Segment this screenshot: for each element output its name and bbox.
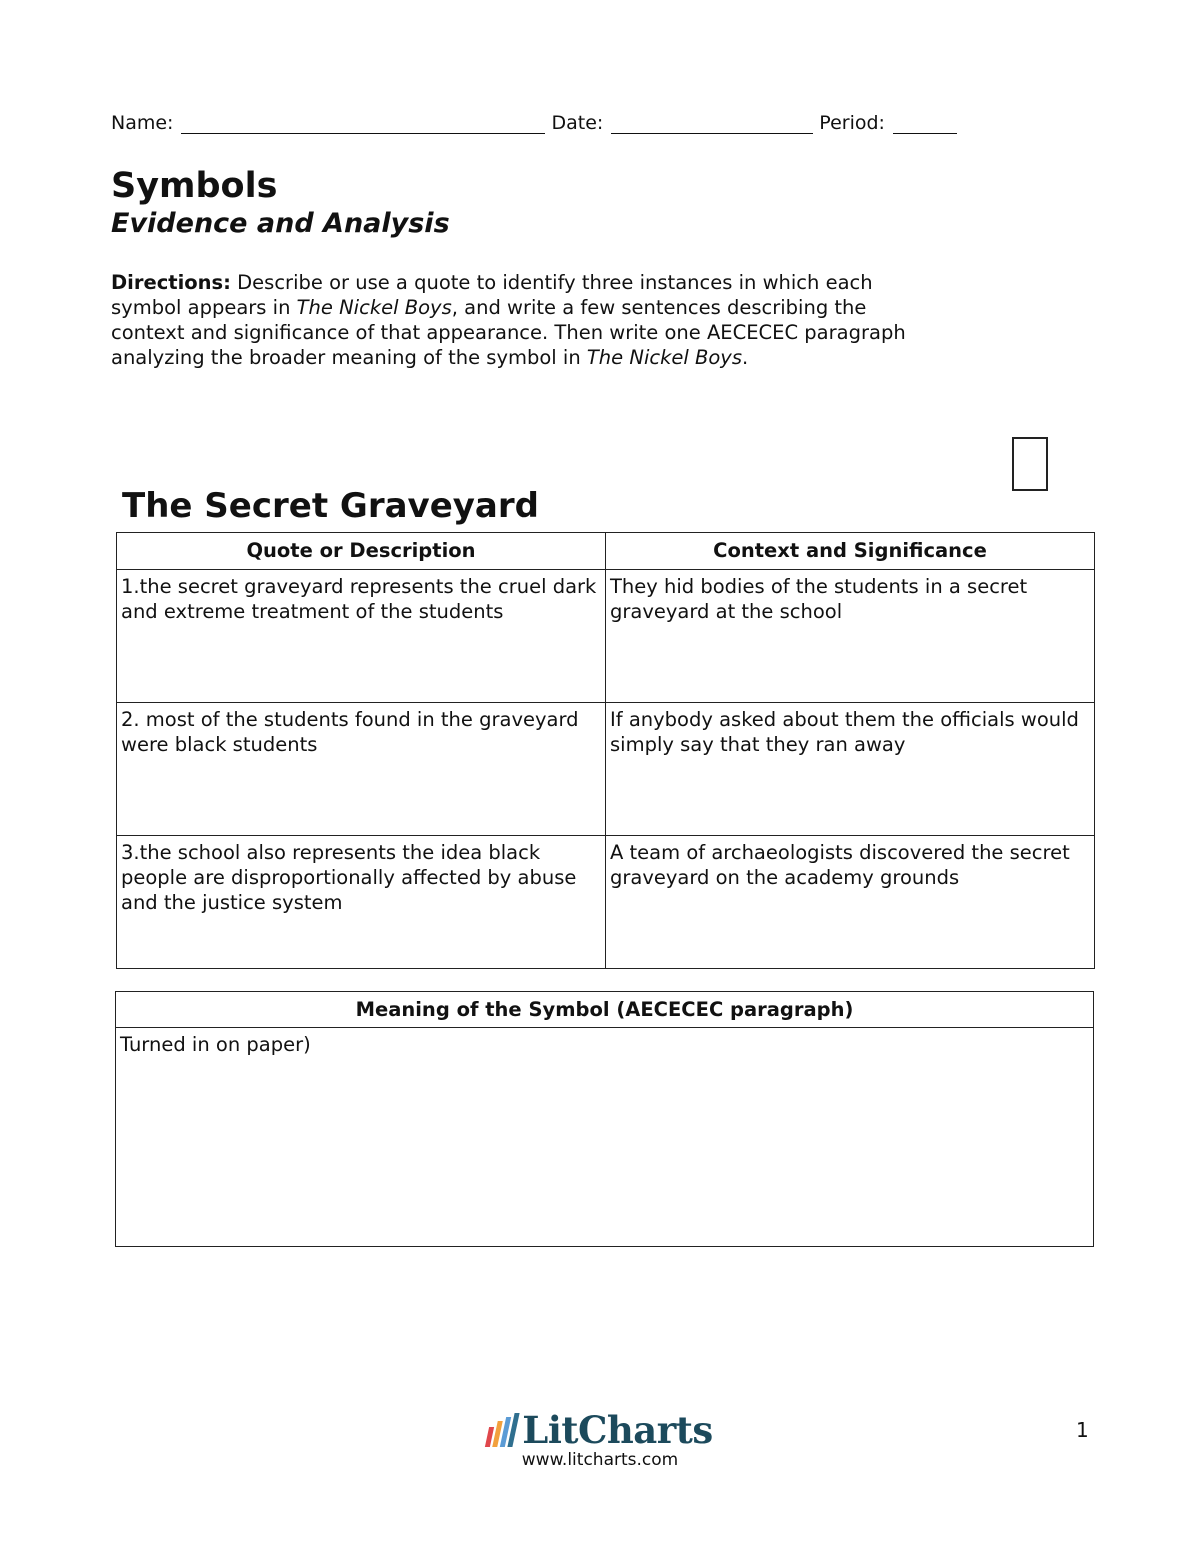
meaning-header: Meaning of the Symbol (AECECEC paragraph) xyxy=(116,992,1094,1028)
meaning-body-row xyxy=(116,1028,1094,1247)
directions-label: Directions: xyxy=(111,271,231,294)
footer xyxy=(0,1408,1200,1470)
footer-url: www.litcharts.com xyxy=(521,1450,679,1470)
quote-cell[interactable]: 1.the secret graveyard represents the cruel dark and extreme treatment of the students xyxy=(117,570,606,703)
context-cell[interactable]: They hid bodies of the students in a secret graveyard at the school xyxy=(606,570,1095,703)
table-row xyxy=(117,570,1095,703)
table-row xyxy=(117,836,1095,969)
period-label: Period: xyxy=(819,112,885,134)
table-header-row xyxy=(117,533,1095,570)
table-row xyxy=(117,703,1095,836)
directions-text-3: . xyxy=(742,346,749,369)
directions-text-2: , and write a few sentences describing the context and significance of that appearance. Then write one AECECEC paragraph analyzing the broader meaning of the symbol in xyxy=(111,296,906,369)
page-title: Symbols xyxy=(111,166,278,206)
column-header-quote: Quote or Description xyxy=(117,533,606,570)
student-info-line xyxy=(111,112,963,134)
date-blank[interactable] xyxy=(611,113,813,134)
context-cell[interactable]: If anybody asked about them the officials would simply say that they ran away xyxy=(606,703,1095,836)
logo-text: LitCharts xyxy=(522,1408,713,1452)
quote-cell[interactable]: 3.the school also represents the idea black people are disproportionally affected by abuse and the justice system xyxy=(117,836,606,969)
page-number: 1 xyxy=(1076,1418,1089,1442)
context-cell[interactable]: A team of archaeologists discovered the secret graveyard on the academy grounds xyxy=(606,836,1095,969)
meaning-body-cell[interactable]: Turned in on paper) xyxy=(116,1028,1094,1247)
litcharts-logo xyxy=(487,1408,712,1452)
name-blank[interactable] xyxy=(181,113,545,134)
checkbox-icon[interactable] xyxy=(1012,437,1048,491)
meaning-table xyxy=(115,991,1094,1247)
logo-bars-icon xyxy=(487,1413,516,1447)
symbol-heading: The Secret Graveyard xyxy=(122,486,539,526)
meaning-header-row xyxy=(116,992,1094,1028)
page-subtitle: Evidence and Analysis xyxy=(111,208,450,239)
period-blank[interactable] xyxy=(893,113,957,134)
quote-cell[interactable]: 2. most of the students found in the graveyard were black students xyxy=(117,703,606,836)
directions-text-1: Describe or use a quote to identify three instances in which each symbol appears in xyxy=(111,271,873,319)
book-title-1: The Nickel Boys xyxy=(296,296,452,319)
column-header-context: Context and Significance xyxy=(606,533,1095,570)
directions-paragraph xyxy=(111,270,931,370)
name-label: Name: xyxy=(111,112,174,134)
book-title-2: The Nickel Boys xyxy=(586,346,742,369)
evidence-table xyxy=(116,532,1095,969)
date-label: Date: xyxy=(551,112,604,134)
